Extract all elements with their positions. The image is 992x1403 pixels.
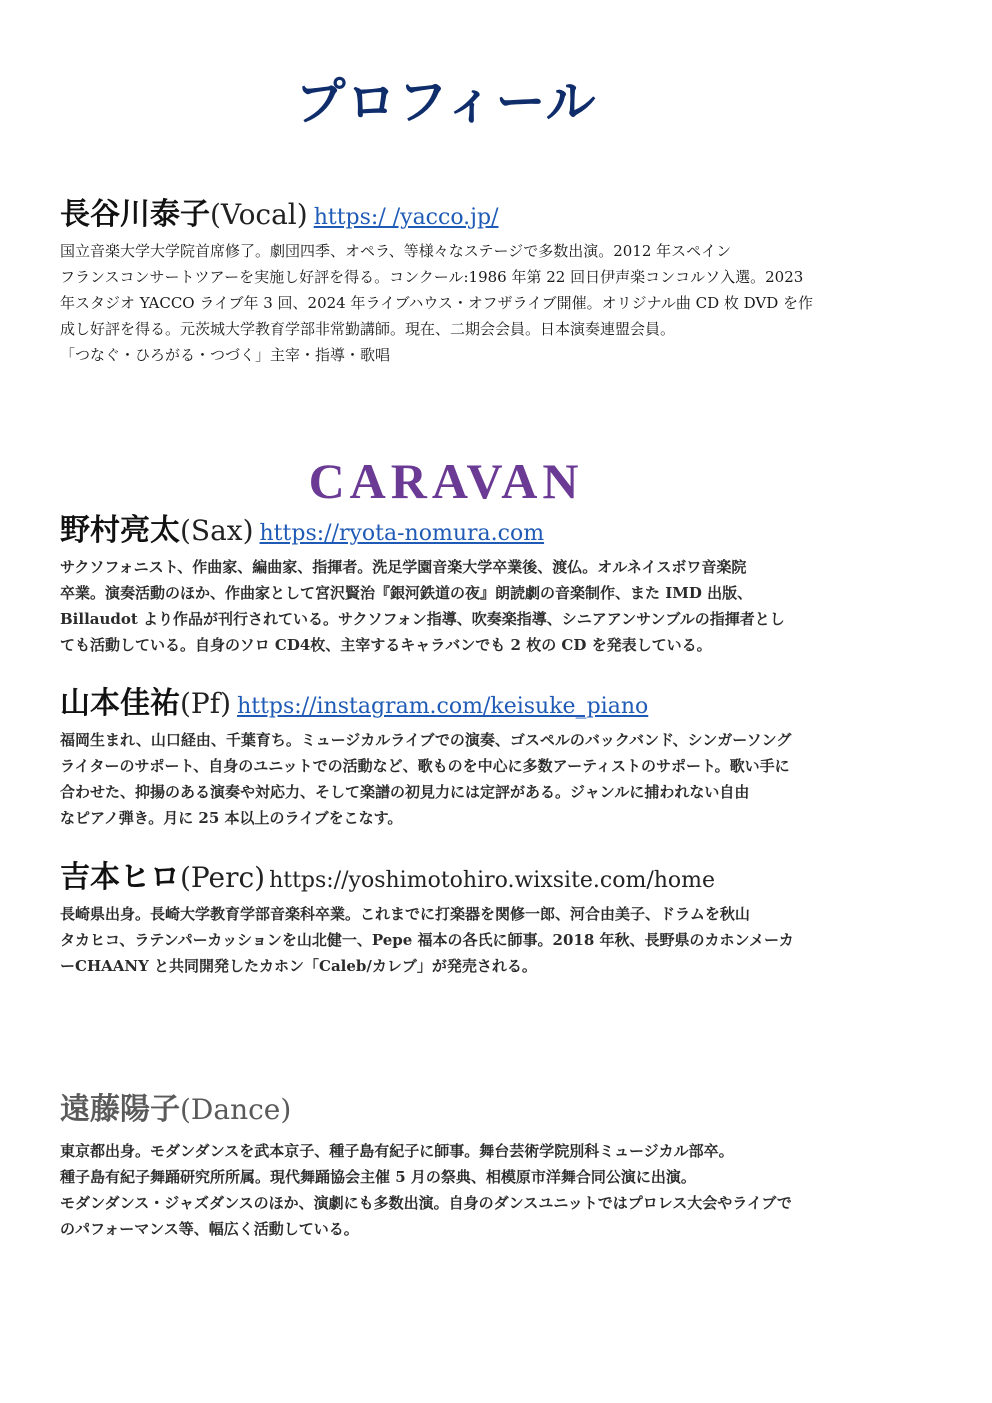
bio-line: 成し好評を得る。元茨城大学教育学部非常勤講師。現在、二期会会員。日本演奏連盟会員。 — [60, 319, 676, 338]
bio-line: ても活動している。自身のソロ CD4枚、主宰するキャラバンでも 2 枚の CD を発表している。 — [60, 635, 712, 654]
profile-part: (Dance) — [180, 1093, 292, 1126]
bio-line: のパフォーマンス等、幅広く活動している。 — [60, 1219, 359, 1238]
bio-line: なピアノ弾き。月に 25 本以上のライブをこなす。 — [60, 808, 403, 827]
bio-line: 長崎県出身。長崎大学教育学部音楽科卒業。これまでに打楽器を関修一郎、河合由美子、ドラムを秋山 — [60, 904, 750, 923]
profile-name: 遠藤陽子 — [60, 1092, 180, 1127]
bio-line: 東京都出身。モダンダンスを武本京子、種子島有紀子に師事。舞台芸術学院別科ミュージカル部卒。 — [60, 1141, 734, 1160]
bio-line: ーCHAANY と共同開発したカホン「Caleb/カレブ」が発売される。 — [60, 956, 537, 975]
bio-line: 合わせた、抑揚のある演奏や対応力、そして楽譜の初見力には定評がある。ジャンルに捕われない自由 — [60, 782, 750, 801]
profile-link[interactable]: https://instagram.com/keisuke_piano — [237, 694, 649, 719]
profile-name: 吉本ヒロ — [60, 860, 180, 895]
profile-part: (Vocal) — [210, 198, 308, 231]
profile-header — [60, 861, 940, 896]
bio-line: 福岡生まれ、山口経由、千葉育ち。ミュージカルライブでの演奏、ゴスペルのバックバンド、シンガーソング — [60, 730, 792, 749]
profile-bio — [60, 1138, 940, 1242]
profile-header — [60, 687, 940, 722]
profile-bio — [60, 554, 940, 658]
profile-header — [60, 514, 940, 549]
profile-bio — [60, 901, 940, 979]
bio-line: サクソフォニスト、作曲家、編曲家、指揮者。洗足学園音楽大学卒業後、渡仏。オルネイスボワ音楽院 — [60, 557, 747, 576]
bio-line: 年スタジオ YACCO ライブ年 3 回、2024 年ライブハウス・オフザライブ開催。オリジナル曲 CD 枚 DVD を作 — [60, 293, 814, 312]
profile-bio — [60, 727, 940, 831]
profile-part: (Sax) — [180, 514, 254, 547]
bio-line: Billaudot より作品が刊行されている。サクソフォン指導、吹奏楽指導、シニアアンサンブルの指揮者とし — [60, 609, 785, 628]
profile-nomura — [60, 514, 940, 658]
profile-header — [60, 1093, 940, 1128]
group-name: CARAVAN — [308, 453, 584, 509]
profile-endo — [60, 1093, 940, 1242]
profile-hasegawa — [60, 198, 940, 368]
profile-link[interactable]: https://yoshimotohiro.wixsite.com/home — [269, 868, 716, 893]
bio-line: 種子島有紀子舞踊研究所所属。現代舞踊協会主催 5 月の祭典、相模原市洋舞合同公演に出演。 — [60, 1167, 696, 1186]
profile-part: (Perc) — [180, 861, 266, 894]
page-title: プロフィール — [295, 72, 597, 131]
profile-name: 山本佳祐 — [60, 686, 180, 721]
profile-name: 長谷川泰子 — [60, 197, 210, 232]
bio-line: フランスコンサートツアーを実施し好評を得る。コンクール:1986 年第 22 回日伊声楽コンコルソ入選。2023 — [60, 267, 804, 286]
profile-yoshimoto — [60, 861, 940, 979]
bio-line: 「つなぐ・ひろがる・つづく」主宰・指導・歌唱 — [60, 345, 391, 364]
profile-link[interactable]: https://ryota-nomura.com — [259, 521, 545, 546]
profile-bio — [60, 238, 940, 368]
profile-link[interactable]: https:/ /yacco.jp/ — [313, 205, 499, 230]
profile-name: 野村亮太 — [60, 513, 180, 548]
profile-header — [60, 198, 940, 233]
bio-line: ライターのサポート、自身のユニットでの活動など、歌ものを中心に多数アーティストのサポート。歌い手に — [60, 756, 790, 775]
bio-line: タカヒコ、ラテンパーカッションを山北健一、Pepe 福本の各氏に師事。2018 年秋、長野県のカホンメーカ — [60, 930, 794, 949]
bio-line: 卒業。演奏活動のほか、作曲家として宮沢賢治『銀河鉄道の夜』朗読劇の音楽制作、また IMD 出版、 — [60, 583, 753, 602]
profile-yamamoto — [60, 687, 940, 831]
bio-line: モダンダンス・ジャズダンスのほか、演劇にも多数出演。自身のダンスユニットではプロレス大会やライブで — [60, 1193, 792, 1212]
profile-part: (Pf) — [180, 687, 232, 720]
bio-line: 国立音楽大学大学院首席修了。劇団四季、オペラ、等様々なステージで多数出演。2012 年スペイン — [60, 241, 732, 260]
